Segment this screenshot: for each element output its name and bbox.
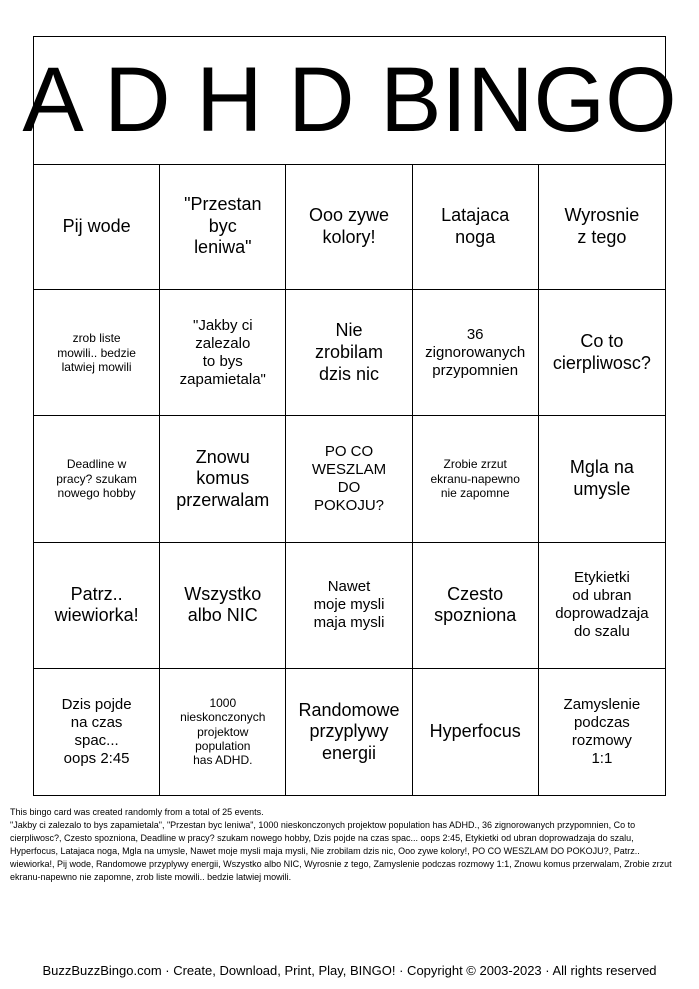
bingo-cell: PO CO WESZLAM DO POKOJU? xyxy=(286,416,412,542)
bingo-cell: zrob liste mowili.. bedzie latwiej mowili xyxy=(34,290,160,416)
bingo-cell: Pij wode xyxy=(34,164,160,290)
bingo-cell: Deadline w pracy? szukam nowego hobby xyxy=(34,416,160,542)
bingo-grid xyxy=(34,164,665,795)
bingo-cell: Zrobie zrzut ekranu-napewno nie zapomne xyxy=(413,416,539,542)
bingo-cell: Wyrosnie z tego xyxy=(539,164,665,290)
bingo-cell: 36 zignorowanych przypomnien xyxy=(413,290,539,416)
bingo-cell: Patrz.. wiewiorka! xyxy=(34,543,160,669)
bingo-cell: Zamyslenie podczas rozmowy 1:1 xyxy=(563,695,641,767)
bingo-cell: 1000 nieskonczonych projektow population has ADHD. xyxy=(160,669,286,795)
bingo-cell: Nawet moje mysli maja mysli xyxy=(286,543,412,669)
bingo-cell: Hyperfocus xyxy=(413,669,539,795)
bingo-cell: Czesto spozniona xyxy=(413,543,539,669)
bingo-cell: Randomowe przyplywy energii xyxy=(286,669,412,795)
bingo-cell: Mgla na umysle xyxy=(539,416,665,542)
bingo-card xyxy=(22,36,677,796)
bingo-cell: Znowu komus przerwalam xyxy=(160,416,286,542)
bingo-cell: Etykietki od ubran doprowadzaja do szalu xyxy=(539,543,665,669)
event-list-intro: This bingo card was created randomly from a total of 25 events. xyxy=(10,807,264,817)
bingo-cell: Nie zrobilam dzis nic xyxy=(286,290,412,416)
event-list-note xyxy=(10,806,680,884)
bingo-cell: Ooo zywe kolory! xyxy=(286,164,412,290)
copyright-line: BuzzBuzzBingo.com · Create, Download, Print, Play, BINGO! · Copyright © 2003-2023 · All rights reserved xyxy=(42,963,657,978)
event-list: "Jakby ci zalezalo to bys zapamietala", "Przestan byc leniwa", 1000 nieskonczonych projektow population has ADHD., 36 zignorowanych przypomnien, Co to cierpliwosc?, Czesto spozniona, Deadline w pracy? szukam nowego hobby, Dzis pojde na czas spac... oops 2:45, Etykietki od ubran doprowadzaja do szalu, Hyperfocus, Latajaca noga, Mgla na umysle, Nawet moje mysli maja mysli, Nie zrobilam dzis nic, Ooo zywe kolory!, PO CO WESZLAM DO POKOJU?, Patrz.. wiewiorka!, Pij wode, Randomowe przyplywy energii, Wszystko albo NIC, Wyrosnie z tego, Zamyslenie podczas rozmowy 1:1, Znowu komus przerwalam, Zrobie zrzut ekranu-napewno nie zapomne, zrob liste mowili.. bedzie latwiej mowili. xyxy=(10,820,672,882)
bingo-cell: "Przestan byc leniwa" xyxy=(160,164,286,290)
bingo-cell: Latajaca noga xyxy=(413,164,539,290)
bingo-cell: "Jakby ci zalezalo to bys zapamietala" xyxy=(160,290,286,416)
bingo-cell: Wszystko albo NIC xyxy=(160,543,286,669)
bingo-cell: Co to cierpliwosc? xyxy=(539,290,665,416)
bingo-cell: Dzis pojde na czas spac... oops 2:45 xyxy=(34,669,160,795)
bingo-title: A D H D BINGO xyxy=(34,37,665,165)
